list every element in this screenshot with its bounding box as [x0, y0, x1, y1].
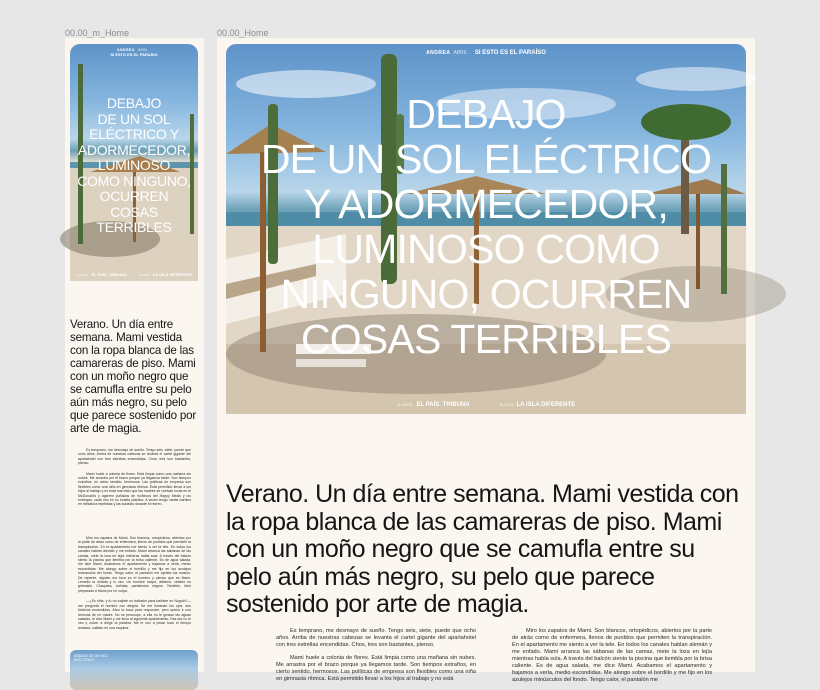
- desktop-artboard[interactable]: [217, 38, 755, 683]
- mobile-hero-image: [70, 44, 198, 281]
- mobile-artboard[interactable]: [65, 38, 204, 672]
- headline-text: DEBAJO DE UN SOL ELÉCTRICO Y ADORMECEDOR, LUMINOSO COMO NINGUNO, OCURREN COSAS TERRIBLES: [77, 95, 191, 235]
- hero-author-sub: ABRIL: [137, 48, 149, 52]
- footer-left-source: EL PAÍS. TRIBUNA: [91, 272, 127, 277]
- mobile-frame-label[interactable]: 00.00_m_Home: [65, 28, 130, 38]
- body-paragraph: Es temprano, me desmayo de sueño. Tengo seis, siete, puede que ocho años. Arriba de nuestras cabezas se levanta el cartel gigante del apartahotel con tres estrellas encendidas. Chos, tres son bastantes, pienso.: [276, 628, 476, 648]
- desktop-lead-paragraph: Verano. Un día entre semana. Mami vestida con la ropa blanca de las camareras de piso. Mami con un moño negro que se camufla entre su pelo aún más negro, su pelo que parece sostenido por arte de magia.: [226, 480, 739, 618]
- hero-headline: [70, 96, 198, 236]
- footer-left-source: EL PAÍS. TRIBUNA: [416, 402, 470, 408]
- footer-left-date: 11 ABRIL: [76, 273, 89, 277]
- mobile-lead-paragraph: Verano. Un día entre semana. Mami vestida con la ropa blanca de las camareras de piso. Mami con un moño negro que se camufla entre su pelo aún más negro, su pelo que parece sostenido por arte de magia.: [70, 318, 197, 435]
- thumbnail-line-2: ELÉCTRICO: [74, 658, 95, 663]
- footer-right-title: LA ISLA DIFERENTE: [152, 272, 192, 277]
- hero-byline: [226, 50, 746, 56]
- hero-headline: [226, 92, 746, 362]
- body-paragraph: Miro los zapatos de Mami. Son blancos, ortopédicos, abiertos por la parte de atrás como de enfermera, llenos de puntitos que permiten la transpiración. En el apartamento me siento a ver la tele. En todos los canales hablan alemán y me enfado. Mami arranca las sábanas de las camas, mete la loza en lejía mientras habla sola. A través del balcón siento la piscina que tiembla por la brisa caliente. Es de agua salada, me dice Mami. Acabamos el apartamento y bajamos a verla, medio escondidas. Me alongo sobre el bordillo y me fijo en los azulejos minúsculos del fondo. Tengo calor, el pantalón me aprieta los muslos. De repente, alguien me toca en el hombro y pienso que es Mami. Levanto la mirada y lo veo. Un hombre mayor, altísimo, vestido en gimnasio. Chaqueta, corbata, pantalones negros. También, bien preparado a Mami por mí culpa.: [78, 536, 191, 593]
- hero-article-title[interactable]: SI ESTO ES EL PARAÍSO: [474, 50, 546, 56]
- footer-left-date: 11 ABRIL: [396, 402, 414, 407]
- hero-byline: [70, 48, 198, 57]
- desktop-body-column-1: [276, 628, 476, 689]
- hero-author: ANDREA: [426, 50, 451, 56]
- hero-footer: [76, 272, 192, 277]
- body-paragraph: Mami huele a colonia de flores. Está limpia como una mañana sin nubes. Me arrastra por el brazo porque ya llegamos tarde. Son tiempos extraños, en cierto sentido, hermosos. Las políticas de empresa son flexibles como una niña en gimnasia rítmica. Está permitido llevar a los hijos al trabajo y no está mal visto que las madres se vuelvan locas en el McDonald's y agarren puñados de muñecos del Happy Meals y los entregan, cada uno en su bolsita plástica. A veces tengo varias barbies en miniatura repetidas y las subasto durante el recreo.: [78, 471, 191, 507]
- mobile-body-column-2: [78, 536, 191, 636]
- hero-footer-right[interactable]: [500, 402, 576, 408]
- body-paragraph: Miro los zapatos de Mami. Son blancos, ortopédicos, abiertos por la parte de atrás como de enfermera, llenos de puntitos que permiten la transpiración. En el apartamento me siento a ver la tele. En todos los canales hablan alemán y me enfado. Mami arranca las sábanas de las camas, mete la loza en lejía mientras habla sola. A través del balcón siento la piscina que tiembla por la brisa caliente. Es de agua salada, me dice Mami. Acabamos el apartamento y bajamos a verla, medio escondidas. Me alongo sobre el bordillo y me fijo en los azulejos minúsculos del fondo. Tengo calor, el pantalón me: [512, 628, 712, 683]
- hero-footer: [226, 402, 746, 408]
- body-paragraph: Es temprano, me desmayo de sueño. Tengo seis, siete, puede que ocho años. Arriba de nuestras cabezas se levanta el cartel gigante del apartahotel con tres estrellas encendidas. Chos, tres son bastantes, pienso.: [78, 448, 191, 466]
- body-paragraph: Mami huele a colonia de flores. Está limpia como una mañana sin nubes. Me arrastra por el brazo porque ya llegamos tarde. Son tiempos extraños, en cierto sentido, hermosos. Las políticas de empresa son flexibles como una niña en gimnasia rítmica. Está permitido llevar a los hijos al trabajo y no está: [276, 655, 476, 682]
- footer-right-author: ELISSA: [139, 273, 150, 277]
- desktop-hero-image: [226, 44, 746, 414]
- mobile-next-article-thumbnail[interactable]: [70, 650, 198, 690]
- hero-author-sub: ABRIL: [453, 50, 468, 56]
- mobile-body-column-1: [78, 448, 191, 513]
- hero-footer-left[interactable]: [397, 402, 470, 408]
- hero-footer-left[interactable]: [76, 272, 127, 277]
- headline-text: DEBAJO DE UN SOL ELÉCTRICO Y ADORMECEDOR, LUMINOSO COMO NINGUNO, OCURREN COSAS TERRIBLES: [260, 91, 712, 362]
- thumbnail-caption: [74, 654, 108, 662]
- footer-right-title: LA ISLA DIFERENTE: [516, 402, 576, 408]
- thumbnail-line-1: DEBAJO DE UN SOL: [74, 654, 108, 658]
- hero-author: ANDREA: [116, 48, 135, 52]
- hero-article-title[interactable]: SI ESTO ES EL PARAÍSO: [110, 51, 158, 57]
- footer-right-author: ELISSA: [499, 402, 514, 407]
- desktop-frame-label[interactable]: 00.00_Home: [217, 28, 269, 38]
- body-paragraph: —¿Es niña, y tú no trajiste un bañador para bañarte en Noguló?— me pregunta el hombre con alegría. Se me iluminan los ojos, dos fósforos encendidos. Abro la boca para responder, pero quiero ir con renovas de mi madre. No se preocupe, a ella no le gustan las aguas saladas, le dice Mami y me lleva al siguiente apartamento. Esa día no le veo y volver a dirigir la palabra. Me le veo a pesar todo el tiempo ansiado, callado en una esquina.: [78, 599, 191, 630]
- desktop-body-column-2: [512, 628, 712, 690]
- hero-footer-right[interactable]: [139, 272, 192, 277]
